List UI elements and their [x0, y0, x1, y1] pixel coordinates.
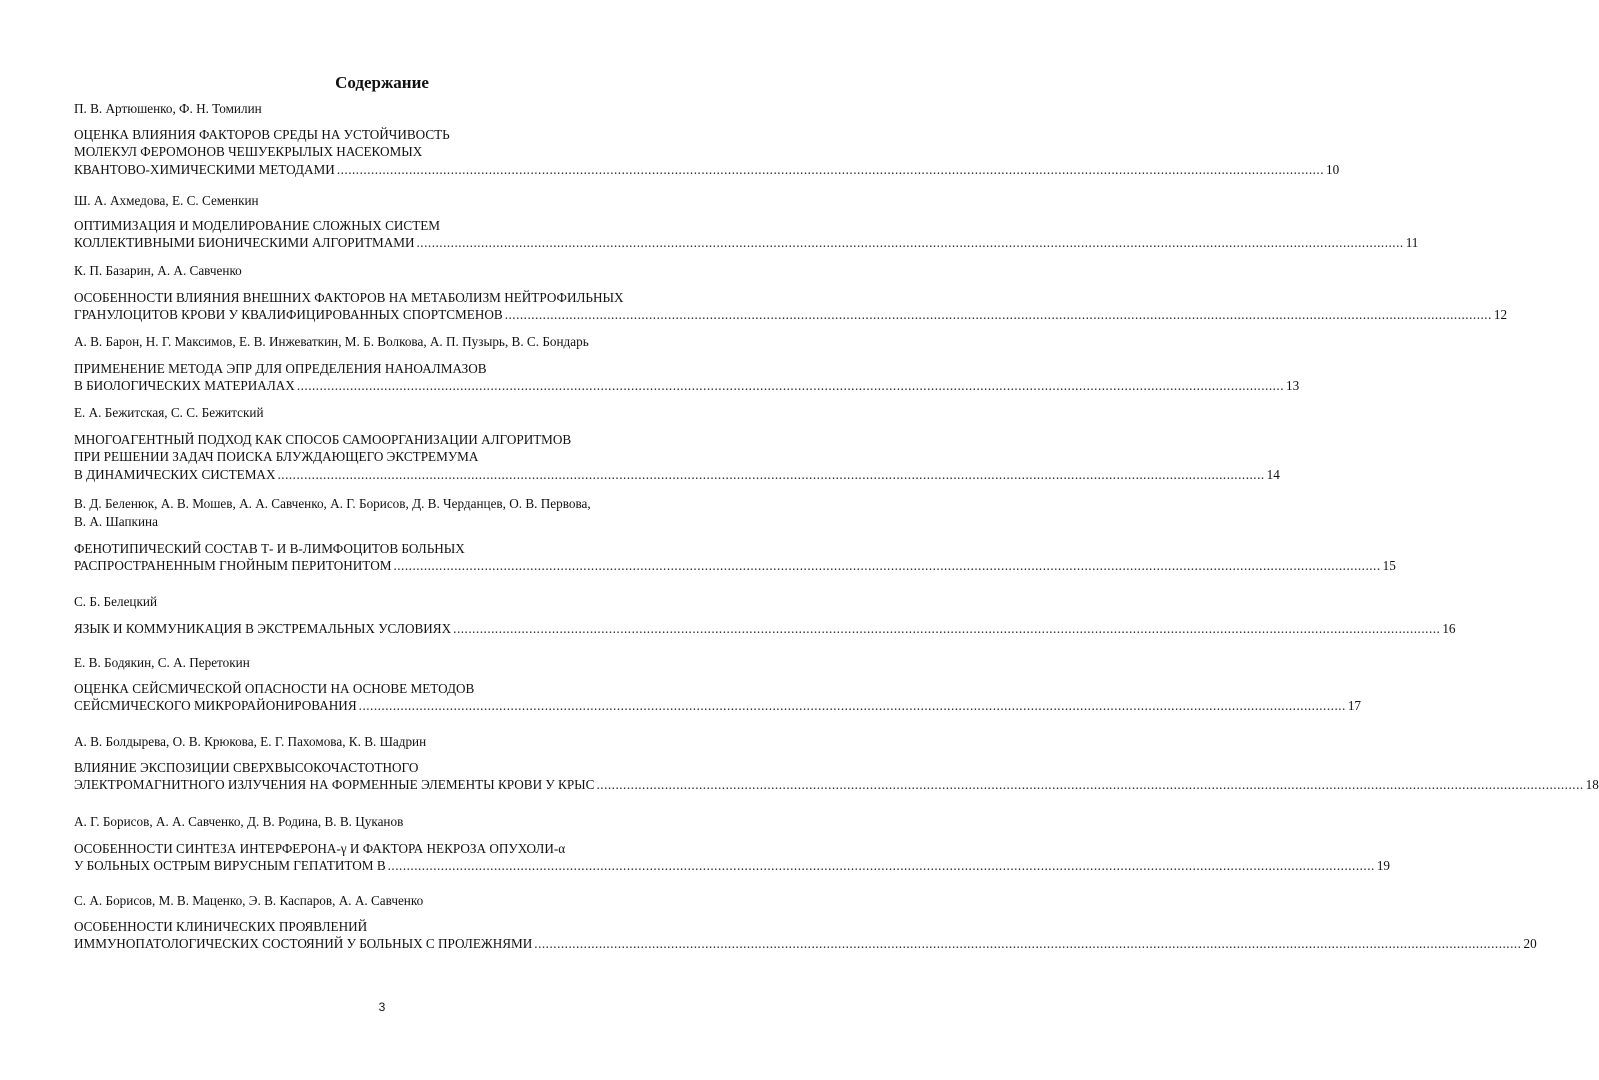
- entry-page-number: 17: [1347, 698, 1362, 714]
- entry-page-number: 16: [1442, 621, 1456, 636]
- entry-title-line: МОЛЕКУЛ ФЕРОМОНОВ ЧЕШУЕКРЫЛЫХ НАСЕКОМЫХ: [74, 144, 423, 160]
- toc-entry[interactable]: [74, 126, 1340, 178]
- entry-page-number: 12: [1493, 307, 1508, 323]
- entry-title-line: КОЛЛЕКТИВНЫМИ БИОНИЧЕСКИМИ АЛГОРИТМАМИ: [74, 235, 415, 251]
- entry-page-number: 10: [1326, 161, 1340, 177]
- entry-page-number: 15: [1382, 558, 1396, 574]
- entry-title-line: ЯЗЫК И КОММУНИКАЦИЯ В ЭКСТРЕМАЛЬНЫХ УСЛОВИЯХ: [74, 621, 452, 636]
- entry-title-line: ЭЛЕКТРОМАГНИТНОГО ИЗЛУЧЕНИЯ НА ФОРМЕННЫЕ ЭЛЕМЕНТЫ КРОВИ У КРЫС: [74, 777, 595, 793]
- entry-title-line: ВЛИЯНИЕ ЭКСПОЗИЦИИ СВЕРХВЫСОКОЧАСТОТНОГО: [74, 760, 419, 775]
- entry-title-line: ФЕНОТИПИЧЕСКИЙ СОСТАВ Т- И В-ЛИМФОЦИТОВ БОЛЬНЫХ: [74, 541, 465, 556]
- page-number: 3: [378, 1000, 386, 1014]
- entry-title-line: ОЦЕНКА ВЛИЯНИЯ ФАКТОРОВ СРЕДЫ НА УСТОЙЧИВОСТЬ: [74, 127, 450, 142]
- entry-authors: А. В. Барон, Н. Г. Максимов, Е. В. Инжеваткин, М. Б. Волкова, А. П. Пузырь, В. С. Бондарь: [74, 334, 589, 349]
- entry-page-number: 19: [1376, 858, 1390, 874]
- dot-leader: ....................................................................................................................................................................................................................................................................: [393, 558, 1381, 574]
- toc-entry[interactable]: [74, 918, 1537, 953]
- dot-leader: ....................................................................................................................................................................................................................................................................: [358, 698, 1346, 714]
- entry-authors: П. В. Артюшенко, Ф. Н. Томилин: [74, 101, 262, 116]
- toc-entry[interactable]: [74, 540, 1396, 575]
- toc-entry[interactable]: [74, 360, 1300, 395]
- entry-title-line: КВАНТОВО-ХИМИЧЕСКИМИ МЕТОДАМИ: [74, 161, 335, 177]
- entry-title-line: ГРАНУЛОЦИТОВ КРОВИ У КВАЛИФИЦИРОВАННЫХ СПОРТСМЕНОВ: [74, 307, 503, 323]
- entry-authors: Ш. А. Ахмедова, Е. С. Семенкин: [74, 193, 259, 208]
- entry-title-line: ОСОБЕННОСТИ ВЛИЯНИЯ ВНЕШНИХ ФАКТОРОВ НА МЕТАБОЛИЗМ НЕЙТРОФИЛЬНЫХ: [74, 290, 624, 305]
- entry-page-number: 11: [1405, 235, 1419, 251]
- dot-leader: ....................................................................................................................................................................................................................................................................: [296, 378, 1284, 394]
- entry-title-line: ОПТИМИЗАЦИЯ И МОДЕЛИРОВАНИЕ СЛОЖНЫХ СИСТЕМ: [74, 218, 441, 233]
- entry-title-line: У БОЛЬНЫХ ОСТРЫМ ВИРУСНЫМ ГЕПАТИТОМ В: [74, 858, 386, 874]
- entry-authors: В. А. Шапкина: [74, 514, 158, 529]
- entry-authors: Е. В. Бодякин, С. А. Перетокин: [74, 655, 250, 670]
- dot-leader: ....................................................................................................................................................................................................................................................................: [387, 858, 1375, 874]
- entry-title-line: В ДИНАМИЧЕСКИХ СИСТЕМАХ: [74, 466, 276, 482]
- entry-title-line: ОСОБЕННОСТИ СИНТЕЗА ИНТЕРФЕРОНА-γ И ФАКТОРА НЕКРОЗА ОПУХОЛИ-α: [74, 841, 566, 856]
- entry-title-line: СЕЙСМИЧЕСКОГО МИКРОРАЙОНИРОВАНИЯ: [74, 698, 357, 714]
- entry-title-line: ОСОБЕННОСТИ КЛИНИЧЕСКИХ ПРОЯВЛЕНИЙ: [74, 919, 368, 934]
- entry-authors: К. П. Базарин, А. А. Савченко: [74, 263, 242, 278]
- toc-entry[interactable]: [74, 289, 1508, 324]
- entry-title-line: ИММУНОПАТОЛОГИЧЕСКИХ СОСТОЯНИЙ У БОЛЬНЫХ С ПРОЛЕЖНЯМИ: [74, 936, 533, 952]
- entry-title-line: МНОГОАГЕНТНЫЙ ПОДХОД КАК СПОСОБ САМООРГАНИЗАЦИИ АЛГОРИТМОВ: [74, 432, 572, 447]
- toc-entry[interactable]: [74, 620, 1456, 637]
- entry-title-line: ПРИМЕНЕНИЕ МЕТОДА ЭПР ДЛЯ ОПРЕДЕЛЕНИЯ НАНОАЛМАЗОВ: [74, 361, 487, 376]
- entry-title-line: РАСПРОСТРАНЕННЫМ ГНОЙНЫМ ПЕРИТОНИТОМ: [74, 558, 392, 574]
- entry-title-line: ПРИ РЕШЕНИИ ЗАДАЧ ПОИСКА БЛУЖДАЮЩЕГО ЭКСТРЕМУМА: [74, 449, 479, 465]
- dot-leader: ....................................................................................................................................................................................................................................................................: [596, 777, 1584, 793]
- entry-authors: А. В. Болдырева, О. В. Крюкова, Е. Г. Пахомова, К. В. Шадрин: [74, 734, 427, 749]
- dot-leader: ....................................................................................................................................................................................................................................................................: [277, 466, 1265, 482]
- entry-authors: С. А. Борисов, М. В. Маценко, Э. В. Каспаров, А. А. Савченко: [74, 893, 424, 908]
- toc-entry[interactable]: [74, 217, 1419, 252]
- entry-page-number: 13: [1286, 378, 1300, 394]
- entry-authors: С. Б. Белецкий: [74, 594, 157, 609]
- dot-leader: ....................................................................................................................................................................................................................................................................: [416, 235, 1404, 251]
- entry-page-number: 20: [1523, 936, 1537, 952]
- dot-leader: ....................................................................................................................................................................................................................................................................: [504, 307, 1492, 323]
- dot-leader: ....................................................................................................................................................................................................................................................................: [534, 936, 1522, 952]
- page-title: Содержание: [335, 73, 429, 92]
- entry-page-number: 18: [1585, 777, 1599, 793]
- entry-title-line: В БИОЛОГИЧЕСКИХ МАТЕРИАЛАХ: [74, 378, 295, 394]
- toc-entry[interactable]: [74, 840, 1390, 875]
- entry-page-number: 14: [1266, 466, 1280, 482]
- entry-authors: А. Г. Борисов, А. А. Савченко, Д. В. Родина, В. В. Цуканов: [74, 814, 404, 829]
- toc-entry[interactable]: [74, 680, 1362, 715]
- toc-entry[interactable]: [74, 759, 1599, 794]
- dot-leader: ....................................................................................................................................................................................................................................................................: [453, 621, 1441, 636]
- entry-title-line: ОЦЕНКА СЕЙСМИЧЕСКОЙ ОПАСНОСТИ НА ОСНОВЕ МЕТОДОВ: [74, 681, 475, 696]
- toc-entry[interactable]: [74, 431, 1280, 483]
- entry-authors: В. Д. Беленюк, А. В. Мошев, А. А. Савченко, А. Г. Борисов, Д. В. Черданцев, О. В. Первова,: [74, 496, 591, 511]
- dot-leader: ....................................................................................................................................................................................................................................................................: [336, 161, 1324, 177]
- entry-authors: Е. А. Бежитская, С. С. Бежитский: [74, 405, 264, 420]
